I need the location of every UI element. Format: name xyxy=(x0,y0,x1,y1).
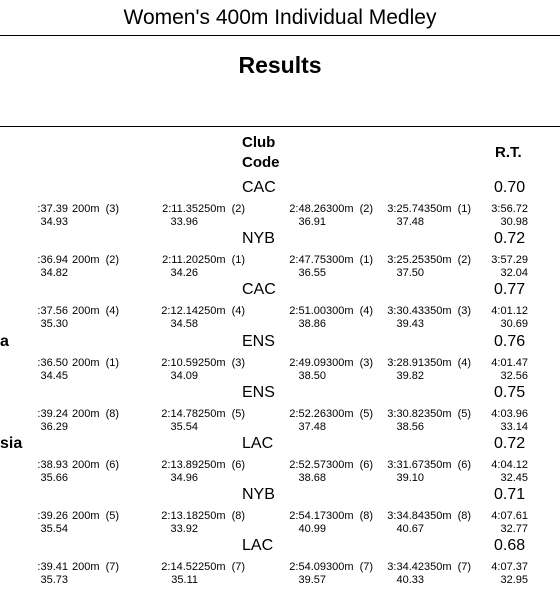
lap-time: 32.04 xyxy=(500,267,528,280)
split-time: 2:54.17 xyxy=(289,510,326,523)
split-time: 4:01.47 xyxy=(491,356,528,369)
reaction-time: 0.72 xyxy=(494,230,526,248)
lap-time: 33.96 xyxy=(170,216,198,228)
split-label: 250m (3) xyxy=(198,356,246,369)
split-label: 300m (5) xyxy=(326,407,374,420)
lap-time: 39.82 xyxy=(396,369,424,382)
split-time: :36.94 xyxy=(37,254,68,267)
reaction-time: 0.77 xyxy=(494,281,526,299)
split-label: 350m (3) xyxy=(424,305,472,318)
lap-time: 30.98 xyxy=(500,216,528,228)
lap-time: 40.67 xyxy=(396,523,424,536)
split-time: 2:51.00 xyxy=(289,305,326,318)
split-label: 350m (4) xyxy=(424,356,472,369)
lap-time: 34.26 xyxy=(170,267,198,280)
split-time: :39.26 xyxy=(37,510,68,523)
reaction-time: 0.68 xyxy=(494,537,526,555)
lap-time: 32.56 xyxy=(500,369,528,382)
result-row xyxy=(0,434,560,485)
rt-header: R.T. xyxy=(495,144,522,161)
split-label: 250m (8) xyxy=(198,510,246,523)
lap-time: 34.96 xyxy=(170,471,198,484)
split-time: 3:34.84 xyxy=(387,510,424,523)
lap-time: 35.54 xyxy=(170,420,198,433)
split-time: 4:04.12 xyxy=(491,458,528,471)
club-header-line1: Club xyxy=(242,134,276,151)
split-label: 350m (8) xyxy=(424,510,472,523)
reaction-time: 0.70 xyxy=(494,179,526,196)
split-time: 2:11.20 xyxy=(162,254,198,267)
split-label: 350m (7) xyxy=(424,561,472,574)
split-time: 2:13.18 xyxy=(161,510,198,523)
lap-time: 34.82 xyxy=(40,267,68,280)
split-label: 350m (6) xyxy=(424,458,472,471)
split-time: :39.41 xyxy=(37,561,68,574)
split-label: 300m (6) xyxy=(326,458,374,471)
split-time: 2:54.09 xyxy=(289,561,326,574)
split-time: 3:57.29 xyxy=(491,254,528,267)
lap-time: 32.45 xyxy=(500,471,528,484)
split-time: :38.93 xyxy=(37,458,68,471)
lap-time: 34.58 xyxy=(170,318,198,331)
split-time: 4:01.12 xyxy=(491,305,528,318)
split-label: 300m (1) xyxy=(326,254,374,267)
result-row xyxy=(0,485,560,536)
lap-time: 33.92 xyxy=(170,523,198,536)
split-time: 3:25.25 xyxy=(387,254,424,267)
split-time: :37.39 xyxy=(37,203,68,215)
lap-time: 35.54 xyxy=(40,523,68,536)
split-label: 350m (5) xyxy=(424,407,472,420)
split-label: 250m (7) xyxy=(198,561,246,574)
split-time: 2:52.26 xyxy=(289,407,326,420)
results-table xyxy=(0,178,560,588)
split-time: 4:07.61 xyxy=(491,510,528,523)
split-label: 350m (2) xyxy=(424,254,472,267)
club-code: NYB xyxy=(242,486,275,504)
result-row xyxy=(0,229,560,280)
split-time: 4:03.96 xyxy=(491,407,528,420)
split-label: 250m (4) xyxy=(198,305,246,318)
swimmer-name: sia xyxy=(0,434,23,452)
reaction-time: 0.71 xyxy=(494,486,526,504)
split-time: 3:30.43 xyxy=(387,305,424,318)
lap-time: 33.14 xyxy=(500,420,528,433)
lap-time: 40.33 xyxy=(396,574,424,587)
split-label: 200m (2) xyxy=(72,254,120,267)
split-label: 200m (4) xyxy=(72,305,120,318)
result-row xyxy=(0,280,560,331)
lap-time: 39.10 xyxy=(396,471,424,484)
club-code: CAC xyxy=(242,281,276,299)
title-divider xyxy=(0,35,560,36)
split-time: :37.56 xyxy=(37,305,68,318)
split-label: 300m (3) xyxy=(326,356,374,369)
result-row xyxy=(0,178,560,229)
club-code: NYB xyxy=(242,230,275,248)
reaction-time: 0.76 xyxy=(494,332,526,350)
split-label: 300m (2) xyxy=(326,203,374,215)
split-label: 200m (8) xyxy=(72,407,120,420)
lap-time: 38.68 xyxy=(298,471,326,484)
results-heading: Results xyxy=(238,52,322,78)
split-time: 2:14.52 xyxy=(161,561,198,574)
lap-time: 32.95 xyxy=(500,574,528,587)
split-time: 2:13.89 xyxy=(161,458,198,471)
split-time: 3:30.82 xyxy=(387,407,424,420)
split-time: 3:34.42 xyxy=(387,561,424,574)
club-code: ENS xyxy=(242,383,275,401)
result-row xyxy=(0,536,560,587)
club-code: LAC xyxy=(242,434,274,452)
lap-time: 35.11 xyxy=(171,574,198,587)
lap-time: 39.43 xyxy=(396,318,424,331)
header-divider xyxy=(0,126,560,127)
split-time: 2:11.35 xyxy=(162,203,198,215)
lap-time: 34.45 xyxy=(40,369,68,382)
split-label: 300m (4) xyxy=(326,305,374,318)
split-label: 250m (6) xyxy=(198,458,246,471)
lap-time: 37.48 xyxy=(396,216,424,228)
lap-time: 30.69 xyxy=(500,318,528,331)
reaction-time: 0.72 xyxy=(494,434,526,452)
split-label: 300m (7) xyxy=(326,561,374,574)
split-time: 2:48.26 xyxy=(289,203,326,215)
lap-time: 39.57 xyxy=(298,574,326,587)
club-code-header xyxy=(242,133,280,173)
split-time: 4:07.37 xyxy=(491,561,528,574)
split-label: 300m (8) xyxy=(326,510,374,523)
lap-time: 32.77 xyxy=(500,523,528,536)
split-label: 200m (6) xyxy=(72,458,120,471)
lap-time: 38.86 xyxy=(298,318,326,331)
split-label: 250m (2) xyxy=(198,203,246,215)
lap-time: 34.93 xyxy=(40,216,68,228)
split-label: 250m (5) xyxy=(198,407,246,420)
split-label: 200m (1) xyxy=(72,356,120,369)
split-time: 3:25.74 xyxy=(387,203,424,215)
lap-time: 37.50 xyxy=(396,267,424,280)
lap-time: 40.99 xyxy=(298,523,326,536)
lap-time: 35.73 xyxy=(40,574,68,587)
lap-time: 35.30 xyxy=(40,318,68,331)
lap-time: 35.66 xyxy=(40,471,68,484)
split-time: 2:12.14 xyxy=(161,305,198,318)
split-label: 250m (1) xyxy=(198,254,246,267)
split-time: 2:52.57 xyxy=(289,458,326,471)
lap-time: 37.48 xyxy=(298,420,326,433)
lap-time: 38.56 xyxy=(396,420,424,433)
split-label: 200m (5) xyxy=(72,510,120,523)
event-title: Women's 400m Individual Medley xyxy=(123,6,437,29)
split-time: 2:47.75 xyxy=(289,254,326,267)
lap-time: 36.55 xyxy=(298,267,326,280)
lap-time: 38.50 xyxy=(298,369,326,382)
club-header-line2: Code xyxy=(242,154,280,171)
club-code: LAC xyxy=(242,537,274,555)
reaction-time: 0.75 xyxy=(494,383,526,401)
split-time: 2:14.78 xyxy=(161,407,198,420)
split-time: 3:56.72 xyxy=(491,203,528,215)
club-code: CAC xyxy=(242,179,276,196)
lap-time: 36.91 xyxy=(298,216,326,228)
club-code: ENS xyxy=(242,332,275,350)
split-time: 2:10.59 xyxy=(161,356,198,369)
split-time: :36.50 xyxy=(37,356,68,369)
split-time: 3:28.91 xyxy=(387,356,424,369)
lap-time: 34.09 xyxy=(170,369,198,382)
split-time: 2:49.09 xyxy=(289,356,326,369)
split-time: :39.24 xyxy=(37,407,68,420)
split-label: 350m (1) xyxy=(424,203,472,215)
split-time: 3:31.67 xyxy=(387,458,424,471)
result-row xyxy=(0,332,560,383)
result-row xyxy=(0,383,560,434)
swimmer-name: a xyxy=(0,332,9,350)
lap-time: 36.29 xyxy=(40,420,68,433)
split-label: 200m (3) xyxy=(72,203,120,215)
split-label: 200m (7) xyxy=(72,561,120,574)
